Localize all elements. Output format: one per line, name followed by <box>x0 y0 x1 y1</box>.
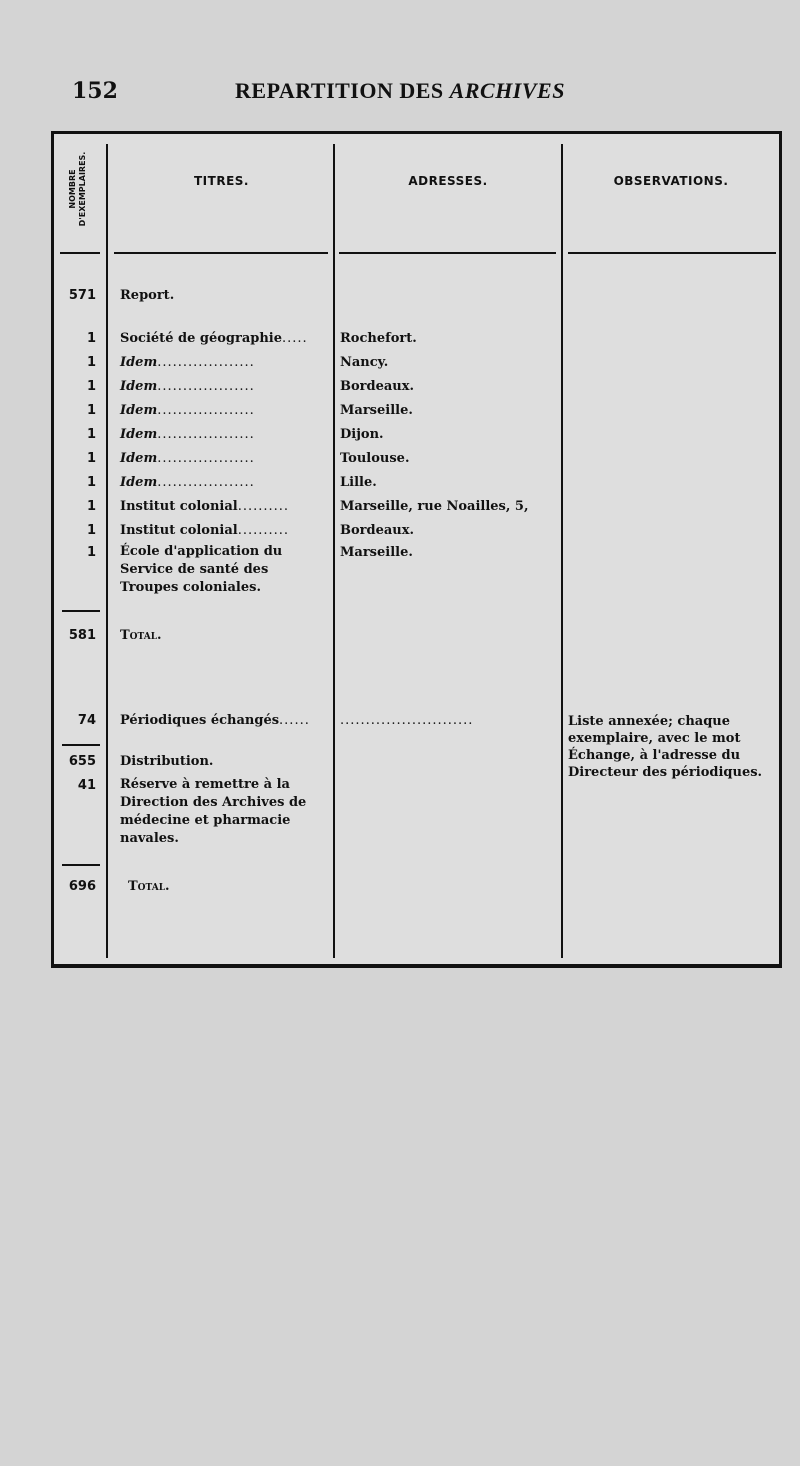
title-cell: École d'application du Service de santé des Troupes coloniales. <box>120 544 283 595</box>
address-cell: Dijon. <box>340 427 384 442</box>
title-text: Société de géographie <box>120 331 283 346</box>
subtotal-rule <box>62 744 100 746</box>
address-cell: Lille. <box>340 475 377 490</box>
title-cell: Distribution. <box>120 754 214 769</box>
address-cell: Marseille. <box>340 545 413 560</box>
title-cell: Réserve à remettre à la Direction des Archives de médecine et pharmacie navales. <box>120 777 307 846</box>
count-cell: 1 <box>86 451 96 466</box>
leader-dots: .......... <box>237 499 290 514</box>
count-cell: 1 <box>86 475 96 490</box>
title-text: Idem <box>120 355 158 370</box>
count-cell: 1 <box>86 379 96 394</box>
title-cell <box>120 473 330 493</box>
count-cell: 74 <box>77 713 96 728</box>
address-cell: Rochefort. <box>340 331 417 346</box>
subtotal-rule <box>62 864 100 866</box>
subtotal-rule <box>62 610 100 612</box>
count-cell: 1 <box>86 427 96 442</box>
title-cell <box>120 449 330 469</box>
address-cell: Nancy. <box>340 355 389 370</box>
page-header <box>0 78 800 118</box>
address-cell <box>340 711 560 731</box>
total-label: Total. <box>120 628 162 643</box>
address-cell: Bordeaux. <box>340 523 415 538</box>
count-cell: 655 <box>68 754 96 769</box>
count-cell: 1 <box>86 545 96 560</box>
count-cell: 1 <box>86 331 96 346</box>
page-number: 152 <box>72 78 118 104</box>
column-header-titles: TITRES. <box>194 174 249 188</box>
column-divider <box>561 144 563 958</box>
leader-dots: ................... <box>157 475 255 490</box>
address-cell: Bordeaux. <box>340 379 415 394</box>
title-cell <box>120 521 330 541</box>
leader-dots: ..... <box>282 331 308 346</box>
column-header-addresses: ADRESSES. <box>408 174 488 188</box>
total-label: Total. <box>128 879 170 894</box>
title-cell <box>120 353 330 373</box>
running-title-plain: REPARTITION DES <box>235 78 450 103</box>
title-cell <box>120 401 330 421</box>
title-cell <box>120 711 330 731</box>
leader-dots: ...... <box>279 713 310 728</box>
count-cell: 696 <box>68 879 96 894</box>
title-text: Idem <box>120 379 158 394</box>
title-cell: Report. <box>120 288 175 303</box>
leader-dots: .......................... <box>340 713 474 728</box>
title-text: Institut colonial <box>120 523 238 538</box>
address-cell: Marseille. <box>340 403 413 418</box>
header-rule <box>60 252 100 254</box>
header-rule <box>114 252 328 254</box>
column-divider <box>106 144 108 958</box>
count-cell: 581 <box>68 628 96 643</box>
leader-dots: ................... <box>157 379 255 394</box>
count-cell: 1 <box>86 403 96 418</box>
count-cell: 1 <box>86 355 96 370</box>
title-cell <box>120 377 330 397</box>
leader-dots: .......... <box>237 523 290 538</box>
running-title-italic: ARCHIVES <box>449 78 565 103</box>
leader-dots: ................... <box>157 451 255 466</box>
column-header-count: NOMBRE D'EXEMPLAIRES. <box>68 151 87 227</box>
title-text: Institut colonial <box>120 499 238 514</box>
title-text: Idem <box>120 475 158 490</box>
header-rule <box>568 252 776 254</box>
running-title <box>0 78 800 104</box>
observation-cell: Liste annexée; chaque exemplaire, avec le mot Échange, à l'adresse du Directeur des périodiques. <box>568 714 763 780</box>
leader-dots: ................... <box>157 403 255 418</box>
title-text: Idem <box>120 403 158 418</box>
address-cell: Marseille, rue Noailles, 5, <box>340 499 529 514</box>
header-rule <box>339 252 556 254</box>
leader-dots: ................... <box>157 427 255 442</box>
count-cell: 1 <box>86 499 96 514</box>
count-cell: 1 <box>86 523 96 538</box>
distribution-table <box>51 131 782 968</box>
title-text: Périodiques échangés <box>120 713 280 728</box>
count-cell: 571 <box>68 288 96 303</box>
title-cell <box>120 329 330 349</box>
title-cell <box>120 497 330 517</box>
count-cell: 41 <box>77 778 96 793</box>
address-cell: Toulouse. <box>340 451 410 466</box>
leader-dots: ................... <box>157 355 255 370</box>
title-text: Idem <box>120 451 158 466</box>
column-header-observations: OBSERVATIONS. <box>613 174 729 188</box>
column-divider <box>333 144 335 958</box>
title-text: Idem <box>120 427 158 442</box>
title-cell <box>120 425 330 445</box>
